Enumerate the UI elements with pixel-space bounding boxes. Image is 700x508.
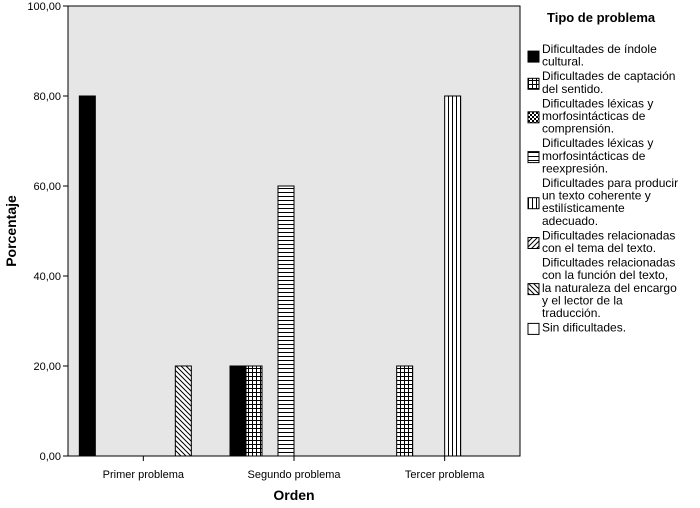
y-tick-label: 40,00	[33, 271, 61, 283]
bar	[278, 186, 294, 456]
legend-label: y el lector de la	[542, 293, 623, 308]
legend-label: morfosintácticas de	[542, 148, 646, 163]
legend-swatch	[528, 238, 539, 249]
legend-label: Dificultades léxicas y	[542, 96, 654, 111]
legend-label: Dificultades relacionadas	[542, 228, 676, 243]
legend-swatch	[528, 112, 539, 123]
x-axis	[103, 456, 486, 481]
y-tick-label: 100,00	[27, 1, 61, 13]
legend-label: Dificultades para producir	[542, 176, 679, 190]
bar	[230, 366, 246, 456]
y-tick-label: 0,00	[39, 451, 61, 463]
y-tick-label: 20,00	[33, 361, 61, 373]
x-tick-label: Segundo problema	[247, 469, 341, 481]
legend-label: Sin dificultades.	[542, 320, 627, 335]
legend	[528, 10, 678, 335]
bar	[246, 366, 262, 456]
bar	[175, 366, 191, 456]
x-axis-title: Orden	[273, 487, 315, 503]
legend-swatch	[528, 198, 539, 209]
legend-label: Dificultades de índole	[542, 42, 657, 56]
legend-label: del sentido.	[542, 81, 604, 96]
y-axis-title: Porcentaje	[3, 195, 19, 267]
bar	[79, 96, 95, 456]
legend-label: cultural.	[542, 54, 585, 69]
legend-label: un texto coherente y	[542, 188, 651, 203]
legend-label: con el tema del texto.	[542, 241, 657, 255]
bar	[397, 366, 413, 456]
legend-label: comprensión.	[542, 121, 615, 136]
y-tick-label: 60,00	[33, 181, 61, 193]
legend-swatch	[528, 284, 539, 295]
legend-label: Dificultades relacionadas	[542, 255, 676, 270]
legend-label: Dificultades de captación	[542, 69, 676, 84]
legend-swatch	[528, 152, 539, 163]
legend-label: adecuado.	[542, 213, 599, 228]
legend-label: Dificultades léxicas y	[542, 136, 654, 151]
legend-label: con la función del texto,	[542, 268, 669, 283]
legend-swatch	[528, 323, 539, 334]
legend-label: la naturaleza del encargo	[542, 280, 677, 295]
legend-label: morfosintácticas de	[542, 109, 646, 123]
x-tick-label: Tercer problema	[404, 469, 485, 481]
legend-swatch	[528, 51, 539, 62]
legend-title: Tipo de problema	[547, 10, 656, 25]
y-axis	[27, 1, 68, 463]
legend-label: estilísticamente	[542, 201, 625, 216]
legend-label: reexpresión.	[542, 161, 609, 176]
x-tick-label: Primer problema	[102, 469, 184, 481]
legend-label: traducción.	[542, 306, 601, 320]
legend-swatch	[528, 78, 539, 89]
y-tick-label: 80,00	[33, 91, 61, 103]
bar	[445, 96, 461, 456]
